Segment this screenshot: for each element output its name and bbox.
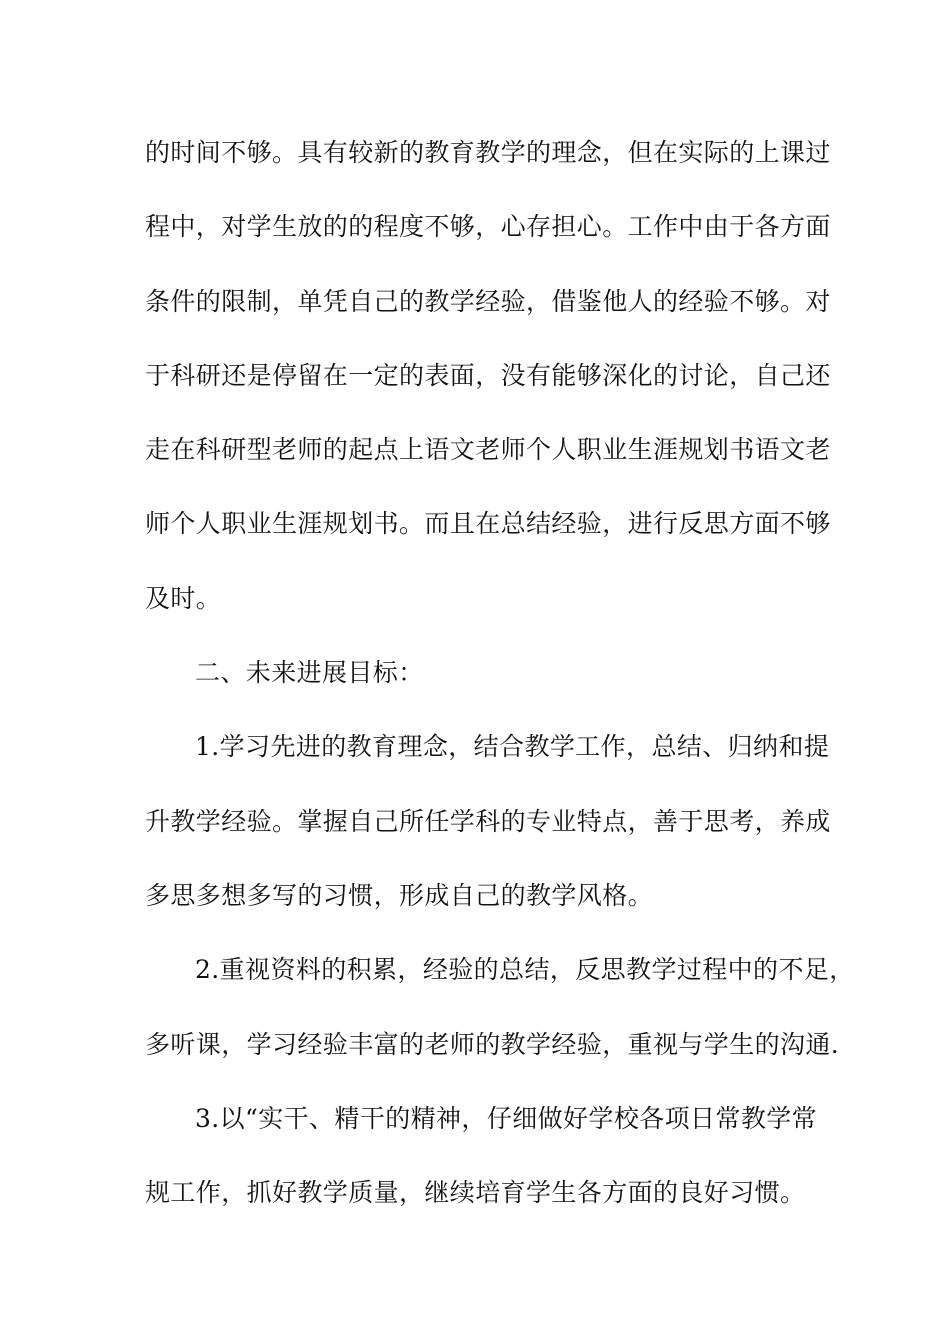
section-heading: 二、未来进展目标： <box>195 658 424 688</box>
list-item-line: 2.重视资料的积累，经验的总结，反思教学过程中的不足， <box>195 955 855 985</box>
paragraph-line: 多思多想多写的习惯，形成自己的教学风格。 <box>145 880 654 910</box>
document-body <box>145 125 855 1239</box>
paragraph-line: 及时。 <box>145 583 222 613</box>
paragraph-line: 程中，对学生放的的程度不够，心存担心。工作中由于各方面 <box>145 212 831 242</box>
paragraph-line: 规工作，抓好教学质量，继续培育学生各方面的良好习惯。 <box>145 1178 806 1208</box>
paragraph-line: 师个人职业生涯规划书。而且在总结经验，进行反思方面不够 <box>145 509 831 539</box>
list-item-line: 3.以“实干、精干的精神，仔细做好学校各项日常教学常 <box>195 1103 818 1133</box>
paragraph-line: 条件的限制，单凭自己的教学经验，借鉴他人的经验不够。对 <box>145 286 831 316</box>
paragraph-line: 多听课，学习经验丰富的老师的教学经验，重视与学生的沟通. <box>145 1029 840 1059</box>
paragraph-line: 走在科研型老师的起点上语文老师个人职业生涯规划书语文老 <box>145 435 831 465</box>
paragraph-line: 于科研还是停留在一定的表面，没有能够深化的讨论，自己还 <box>145 360 831 390</box>
paragraph-line: 升教学经验。掌握自己所任学科的专业特点，善于思考，养成 <box>145 806 831 836</box>
list-item-line: 1.学习先进的教育理念，结合教学工作，总结、归纳和提 <box>195 732 830 762</box>
paragraph-line: 的时间不够。具有较新的教育教学的理念，但在实际的上课过 <box>145 138 831 167</box>
